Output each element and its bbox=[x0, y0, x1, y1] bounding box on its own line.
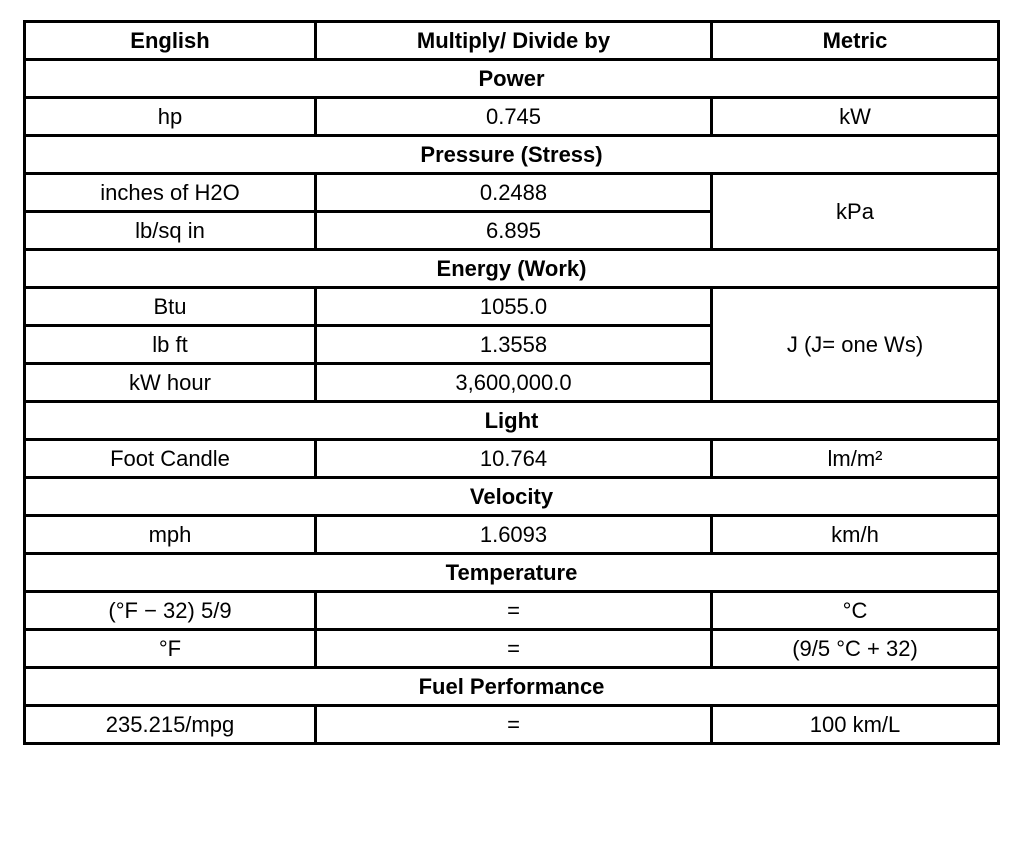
table-row bbox=[25, 288, 999, 326]
section-title-temperature: Temperature bbox=[25, 554, 999, 592]
conversion-table bbox=[23, 20, 1000, 745]
table-row bbox=[25, 706, 999, 744]
english-cell: inches of H2O bbox=[25, 174, 316, 212]
section-title-energy: Energy (Work) bbox=[25, 250, 999, 288]
metric-cell: J (J= one Ws) bbox=[712, 288, 999, 402]
section-title-velocity: Velocity bbox=[25, 478, 999, 516]
table-row bbox=[25, 516, 999, 554]
factor-cell: = bbox=[316, 706, 712, 744]
metric-cell: lm/m² bbox=[712, 440, 999, 478]
table-row bbox=[25, 440, 999, 478]
section-row-fuel bbox=[25, 668, 999, 706]
factor-cell: 10.764 bbox=[316, 440, 712, 478]
metric-cell: 100 km/L bbox=[712, 706, 999, 744]
section-row-temperature bbox=[25, 554, 999, 592]
section-row-light bbox=[25, 402, 999, 440]
factor-cell: 1.6093 bbox=[316, 516, 712, 554]
english-cell: °F bbox=[25, 630, 316, 668]
factor-cell: 0.2488 bbox=[316, 174, 712, 212]
header-row bbox=[25, 22, 999, 60]
english-cell: (°F − 32) 5/9 bbox=[25, 592, 316, 630]
factor-cell: = bbox=[316, 592, 712, 630]
section-title-pressure: Pressure (Stress) bbox=[25, 136, 999, 174]
section-title-power: Power bbox=[25, 60, 999, 98]
english-cell: 235.215/mpg bbox=[25, 706, 316, 744]
english-cell: hp bbox=[25, 98, 316, 136]
section-row-power bbox=[25, 60, 999, 98]
factor-cell: 1055.0 bbox=[316, 288, 712, 326]
header-factor: Multiply/ Divide by bbox=[316, 22, 712, 60]
english-cell: Foot Candle bbox=[25, 440, 316, 478]
section-row-energy bbox=[25, 250, 999, 288]
metric-cell: km/h bbox=[712, 516, 999, 554]
english-cell: lb ft bbox=[25, 326, 316, 364]
table-row bbox=[25, 630, 999, 668]
section-row-pressure bbox=[25, 136, 999, 174]
section-title-light: Light bbox=[25, 402, 999, 440]
factor-cell: 1.3558 bbox=[316, 326, 712, 364]
table-row bbox=[25, 174, 999, 212]
metric-cell: (9/5 °C + 32) bbox=[712, 630, 999, 668]
metric-cell: kPa bbox=[712, 174, 999, 250]
section-title-fuel: Fuel Performance bbox=[25, 668, 999, 706]
english-cell: lb/sq in bbox=[25, 212, 316, 250]
factor-cell: 3,600,000.0 bbox=[316, 364, 712, 402]
metric-cell: kW bbox=[712, 98, 999, 136]
english-cell: kW hour bbox=[25, 364, 316, 402]
table-row bbox=[25, 98, 999, 136]
header-metric: Metric bbox=[712, 22, 999, 60]
factor-cell: = bbox=[316, 630, 712, 668]
factor-cell: 6.895 bbox=[316, 212, 712, 250]
english-cell: mph bbox=[25, 516, 316, 554]
table-row bbox=[25, 592, 999, 630]
header-english: English bbox=[25, 22, 316, 60]
english-cell: Btu bbox=[25, 288, 316, 326]
metric-cell: °C bbox=[712, 592, 999, 630]
factor-cell: 0.745 bbox=[316, 98, 712, 136]
section-row-velocity bbox=[25, 478, 999, 516]
